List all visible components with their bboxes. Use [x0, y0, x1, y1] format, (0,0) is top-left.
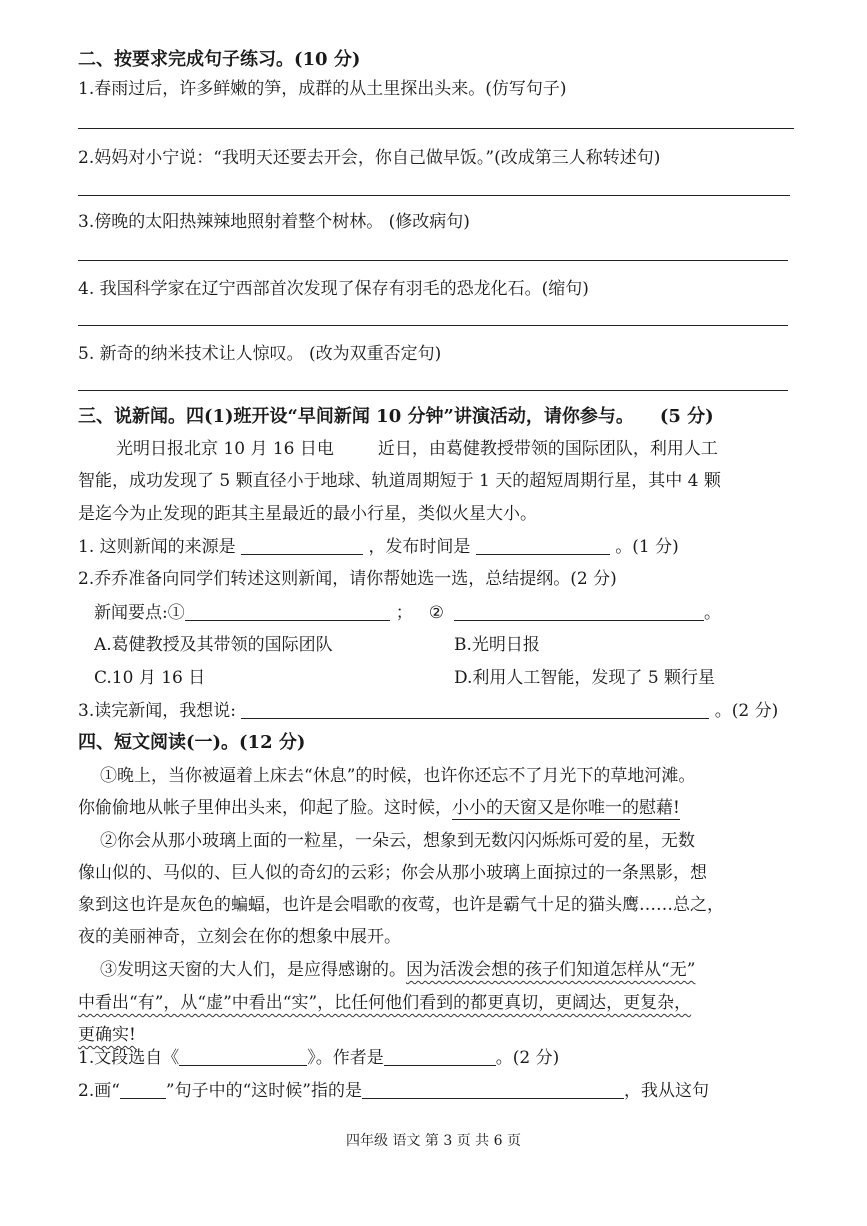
- passage-p3-line2: 中看出“有”，从“虚”中看出“实”，比任何他们看到的都更真切，更阔达，更复杂，: [78, 993, 692, 1013]
- news-points-label: 新闻要点:①: [94, 603, 185, 623]
- answer-line-5[interactable]: [78, 390, 788, 391]
- news-line-3: 是迄今为止发现的距其主星最近的最小行星，类似火星大小。: [78, 504, 537, 524]
- option-a: A.葛健教授及其带领的国际团队: [94, 635, 333, 655]
- q1-middle: ，发布时间是: [368, 537, 471, 557]
- section4-question-1: [78, 1046, 559, 1070]
- passage-p1-line2: [78, 796, 680, 820]
- q1-author-prefix: 》。作者是: [307, 1048, 384, 1068]
- answer-line-2[interactable]: [78, 195, 790, 196]
- section3-heading-text: 三、说新闻。四(1)班开设“早间新闻 10 分钟”讲演活动，请你参与。: [78, 406, 634, 427]
- option-d: D.利用人工智能，发现了 5 颗行星: [454, 668, 716, 688]
- my-thoughts-blank[interactable]: [241, 700, 709, 719]
- news-point-2-marker: ②: [428, 603, 444, 623]
- news-body-start: 近日，由葛健教授带领的国际团队，利用人工: [377, 439, 718, 459]
- section2-question-5: 5. 新奇的纳米技术让人惊叹。 (改为双重否定句): [78, 344, 442, 364]
- section2-question-4: 4. 我国科学家在辽宁西部首次发现了保存有羽毛的恐龙化石。(缩句): [78, 279, 589, 299]
- passage-p2-line1: ②你会从那小玻璃上面的一粒星，一朵云，想象到无数闪闪烁烁可爱的星，无数: [100, 831, 695, 851]
- passage-p1-line1: ①晚上，当你被逼着上床去“休息”的时候，也许你还忘不了月光下的草地河滩。: [100, 766, 696, 786]
- q1-book-prefix: 1.文段选自《: [78, 1048, 180, 1068]
- option-c: C.10 月 16 日: [94, 668, 206, 688]
- q3-suffix: 。(2 分): [714, 701, 779, 721]
- section3-question-2: 2.乔乔准备向同学们转述这则新闻，请你帮她选一选，总结提纲。(2 分): [78, 569, 617, 589]
- news-line-2: 智能，成功发现了 5 颗直径小于地球、轨道周期短于 1 天的超短周期行星，其中 4 颗: [78, 471, 721, 491]
- news-points-row: [94, 601, 721, 625]
- section3-question-3: [78, 699, 778, 723]
- q1-prefix: 1. 这则新闻的来源是: [78, 537, 236, 557]
- passage-p2-line3: 象到这也许是灰色的蝙蝠，也许是会唱歌的夜莺，也许是霸气十足的猫头鹰……总之，: [78, 895, 724, 915]
- news-source-dateline: 光明日报北京 10 月 16 日电: [116, 439, 334, 459]
- section2-question-3: 3.傍晚的太阳热辣辣地照射着整个树林。 (修改病句): [78, 212, 470, 232]
- points-end: 。: [703, 603, 721, 623]
- news-point-2-blank[interactable]: [454, 602, 704, 621]
- publish-time-blank[interactable]: [476, 536, 610, 555]
- page-footer: 四年级 语文 第 3 页 共 6 页: [346, 1133, 521, 1149]
- this-time-refers-blank[interactable]: [362, 1080, 624, 1099]
- p3-line1-plain: ③发明这天窗的大人们，是应得感谢的。: [100, 960, 406, 980]
- news-line-1: [116, 437, 718, 461]
- p1-line2-plain: 你偷偷地从帐子里伸出头来，仰起了脸。这时候，: [78, 798, 452, 818]
- section4-question-2: [78, 1079, 709, 1103]
- book-title-blank[interactable]: [179, 1047, 307, 1066]
- passage-p2-line2: 像山似的、马似的、巨人似的奇幻的云彩；你会从那小玻璃上面掠过的一条黑影，想: [78, 863, 707, 883]
- author-blank[interactable]: [384, 1047, 496, 1066]
- section3-question-1: [78, 535, 679, 559]
- q1-suffix: 。(1 分): [615, 537, 679, 557]
- news-point-1-blank[interactable]: [185, 602, 390, 621]
- points-separator: ；: [395, 603, 413, 623]
- q2-middle: ”句子中的“这时候”指的是: [165, 1081, 362, 1101]
- passage-p3-line1: [100, 958, 695, 982]
- mark-type-blank[interactable]: [120, 1080, 166, 1099]
- answer-line-3[interactable]: [78, 260, 788, 261]
- option-b: B.光明日报: [454, 635, 540, 655]
- passage-p3-line3: 更确实!: [78, 1025, 136, 1045]
- q3-prefix: 3.读完新闻，我想说:: [78, 701, 236, 721]
- section2-question-1: 1.春雨过后，许多鲜嫩的笋，成群的从土里探出头来。(仿写句子): [78, 79, 567, 99]
- q1-suffix-4: 。(2 分): [495, 1048, 560, 1068]
- answer-line-4[interactable]: [78, 325, 788, 326]
- section3-score: (5 分): [659, 406, 714, 427]
- section4-heading: 四、短文阅读(一)。(12 分): [78, 732, 306, 753]
- wavy-sentence-part1: 因为活泼会想的孩子们知道怎样从“无”: [406, 960, 696, 980]
- news-source-blank[interactable]: [241, 536, 363, 555]
- section2-question-2: 2.妈妈对小宁说：“我明天还要去开会，你自己做早饭。”(改成第三人称转述句): [78, 148, 661, 168]
- answer-line-1[interactable]: [78, 128, 794, 129]
- section3-heading: [78, 405, 714, 429]
- passage-p2-line4: 夜的美丽神奇，立刻会在你的想象中展开。: [78, 927, 401, 947]
- q2-suffix: ，我从这句: [624, 1081, 709, 1101]
- q2-prefix: 2.画“: [78, 1081, 120, 1101]
- section2-heading: 二、按要求完成句子练习。(10 分): [78, 49, 361, 70]
- underlined-sentence: 小小的天窗又是你唯一的慰藉!: [452, 798, 680, 818]
